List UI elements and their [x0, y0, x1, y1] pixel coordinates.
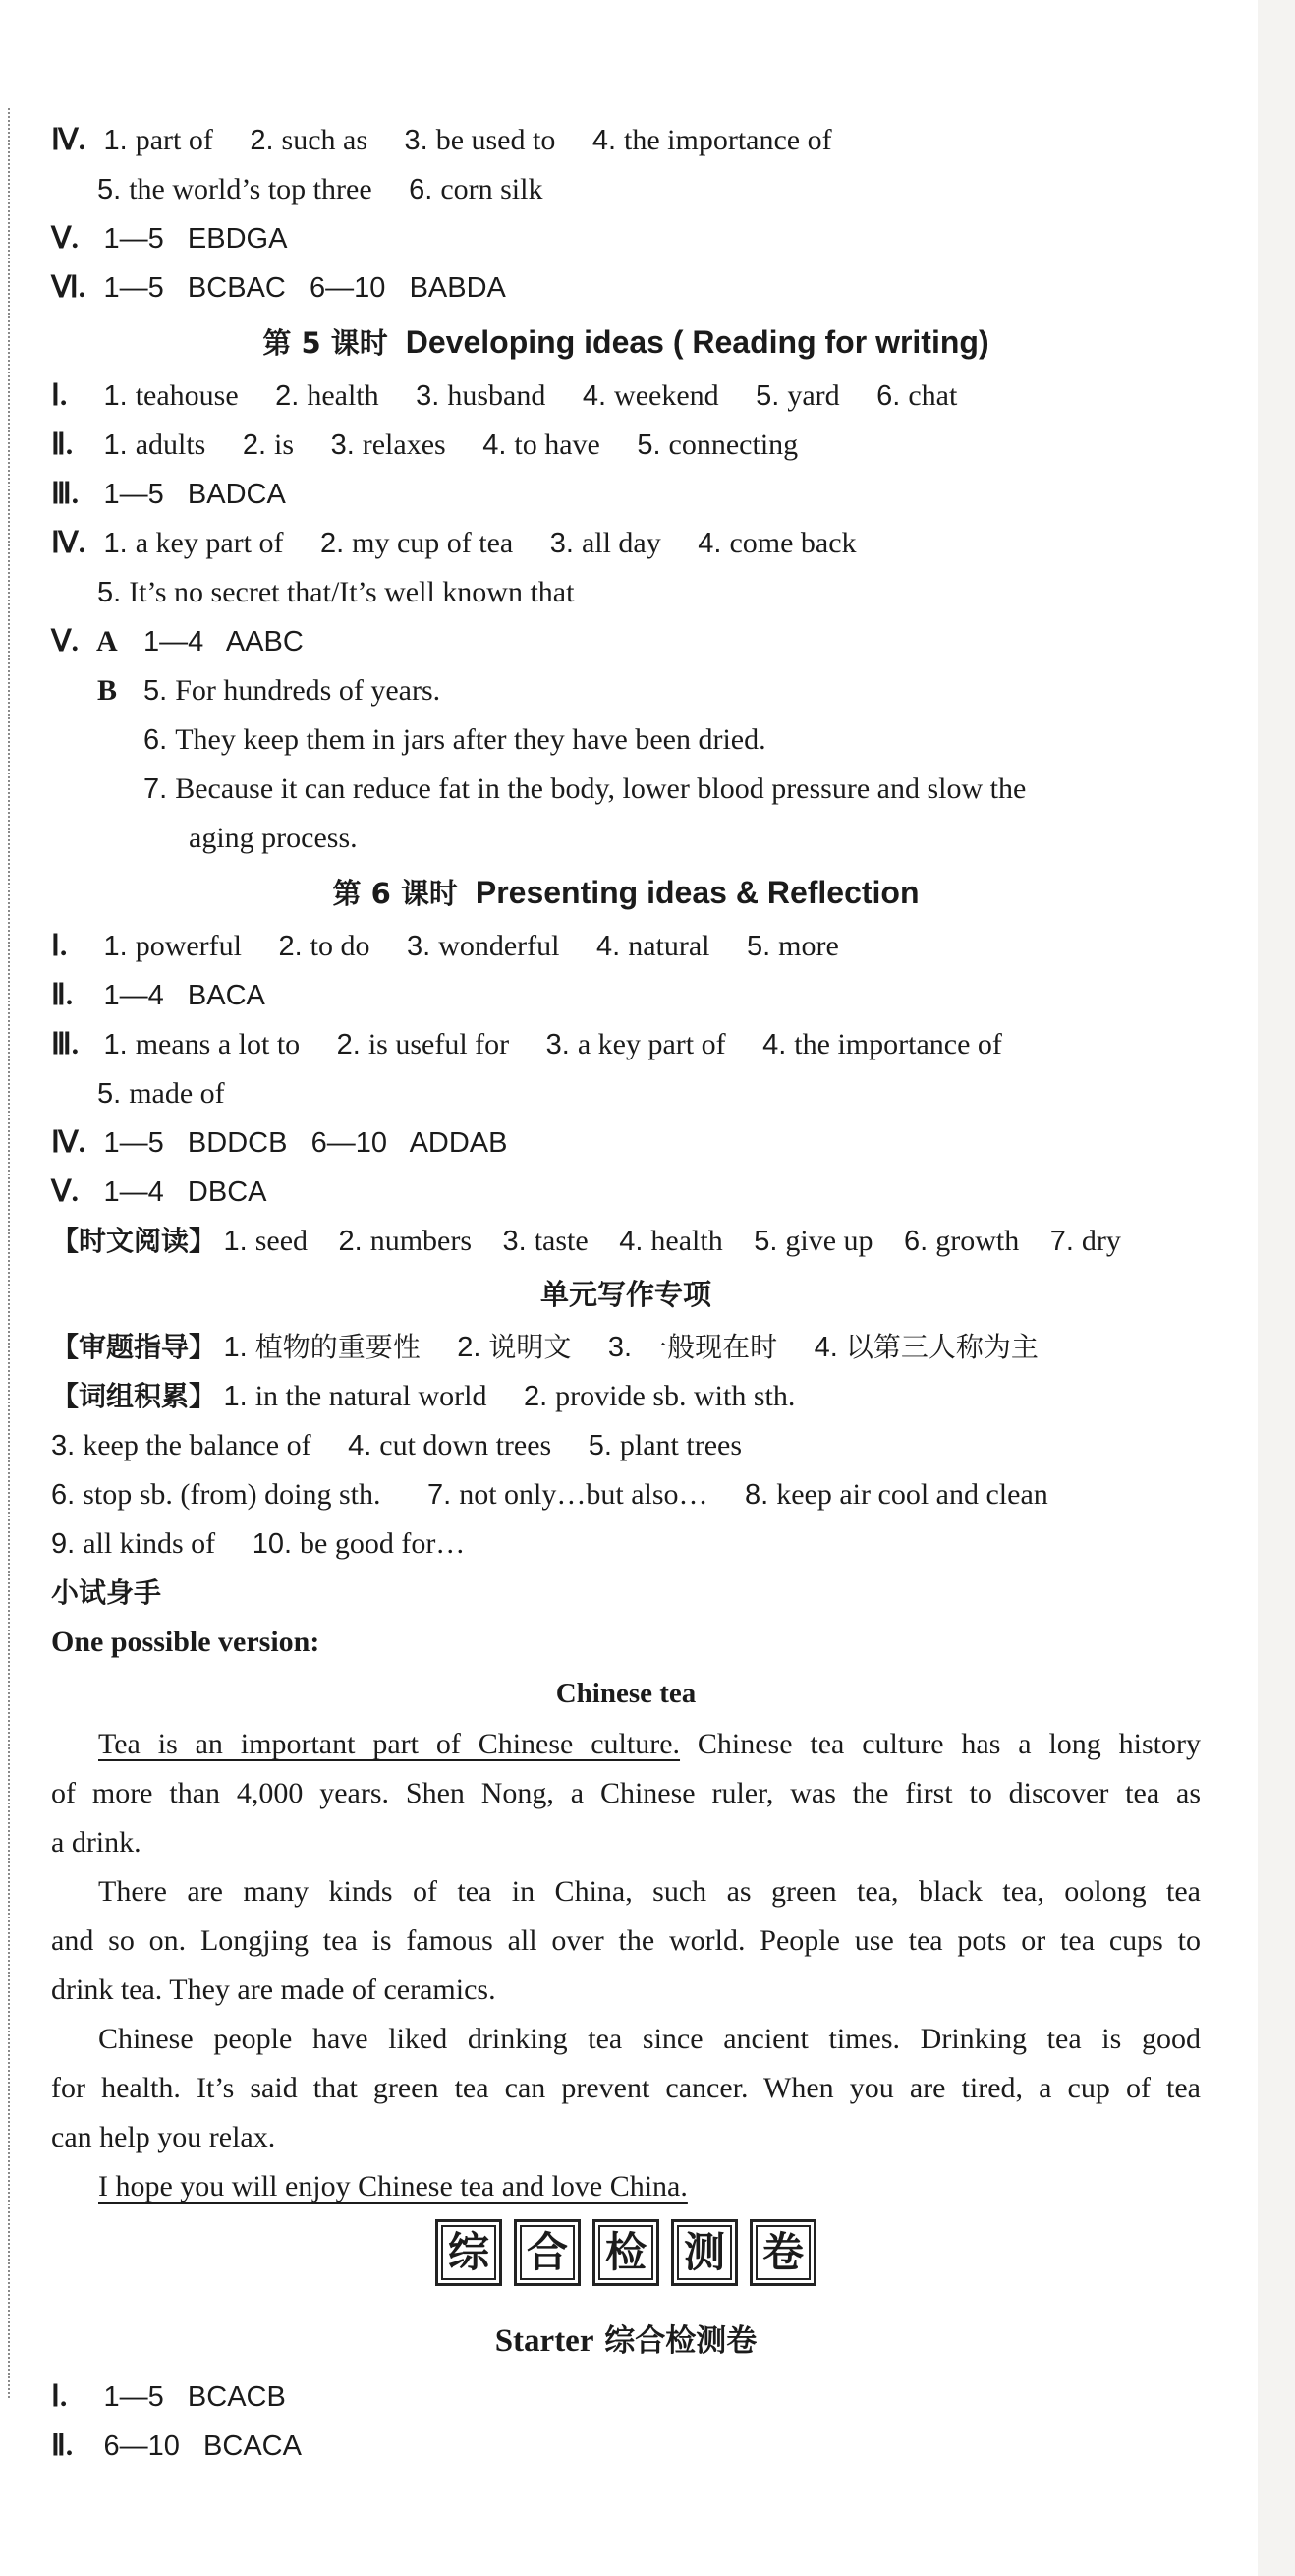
- answer-item: 1. a key part of: [103, 527, 284, 559]
- answer-item: 2. my cup of tea: [319, 527, 514, 559]
- roman-label: Ⅱ.: [51, 2430, 74, 2462]
- exam-i-line: [51, 2373, 1201, 2422]
- answer-text: For hundreds of years.: [175, 674, 441, 707]
- banner-char: 卷: [750, 2219, 816, 2286]
- lesson6-heading: [51, 863, 1201, 922]
- essay-title: Chinese tea: [555, 1678, 697, 1709]
- l5-i-line: [51, 372, 1201, 421]
- part-b-label: B: [97, 674, 118, 707]
- l5-iv-line1: [51, 519, 1201, 568]
- essay-p1-l2: of more than 4,000 years. Shen Nong, a Chinese ruler, was the first to discover tea as: [51, 1777, 1201, 1809]
- roman-label: Ⅴ.: [51, 1175, 80, 1208]
- try-label: 小试身手: [51, 1576, 162, 1609]
- answer-item: 3. wonderful: [407, 930, 560, 962]
- s4-v-line: [51, 214, 1201, 263]
- answer-text: Because it can reduce fat in the body, lower blood pressure and slow the: [175, 773, 1027, 805]
- s4-iv-line2: [51, 165, 1201, 214]
- writing-phrases-line1: [51, 1372, 1201, 1421]
- answer-item: 1. seed: [223, 1225, 309, 1257]
- l6-iii-line2: [51, 1069, 1201, 1118]
- roman-label: Ⅴ.: [51, 625, 80, 658]
- writing-phrases-line3: [51, 1470, 1201, 1519]
- l5-iii-line: [51, 470, 1201, 519]
- answer-item: 6. corn silk: [409, 173, 543, 205]
- try-label-line: [51, 1569, 1201, 1618]
- answer-item: 7. dry: [1049, 1225, 1121, 1257]
- phrase-label: 【词组积累】: [51, 1380, 217, 1412]
- lesson5-heading: [51, 313, 1201, 372]
- guide-item: 3. 一般现在时: [607, 1331, 778, 1363]
- starter-title-cn: 综合检测卷: [593, 2323, 758, 2359]
- phrase-item: 5. plant trees: [588, 1429, 743, 1461]
- answer-item: 6. chat: [876, 379, 958, 412]
- answer-item: 5. give up: [754, 1225, 873, 1257]
- essay-underlined-sentence: Tea is an important part of Chinese culture.: [98, 1728, 681, 1760]
- roman-label: Ⅳ.: [51, 527, 86, 559]
- answer-item: 4. the importance of: [762, 1028, 1002, 1060]
- answer-sequence: 6—10 BCACA: [103, 2431, 302, 2462]
- roman-label: Ⅲ.: [51, 1028, 80, 1060]
- answer-sequence: 1—5 BADCA: [103, 479, 286, 510]
- answer-sequence: 1—5 BCACB: [103, 2381, 286, 2413]
- answer-sequence: 1—4 BACA: [103, 980, 265, 1011]
- answer-item: 3. taste: [502, 1225, 589, 1257]
- roman-label: Ⅵ.: [51, 271, 86, 304]
- l5-v-a-line: [51, 617, 1201, 666]
- banner-char: 合: [514, 2219, 581, 2286]
- exam-ii-line: [51, 2422, 1201, 2471]
- l6-iii-line1: [51, 1020, 1201, 1069]
- writing-guide-line: [51, 1323, 1201, 1372]
- roman-label: Ⅱ.: [51, 429, 74, 461]
- answer-sequence: 1—5 BDDCB 6—10 ADDAB: [103, 1127, 508, 1159]
- l6-iv-line: [51, 1118, 1201, 1168]
- l6-reading-line: [51, 1217, 1201, 1266]
- roman-label: Ⅰ.: [51, 2380, 68, 2413]
- l5-v-b-line2: 6. They keep them in jars after they have been dried.: [143, 723, 766, 756]
- answer-content: [51, 116, 1201, 2471]
- binding-dotted-line: [8, 108, 10, 2398]
- l5-iv-line2: [51, 568, 1201, 617]
- answer-item: 3. be used to: [404, 124, 556, 156]
- answer-item: 4. the importance of: [591, 124, 832, 156]
- answer-sequence: 1—5 EBDGA: [103, 223, 288, 255]
- answer-item: 4. natural: [596, 930, 710, 962]
- essay-p2-l3: drink tea. They are made of ceramics.: [51, 1974, 496, 2006]
- essay-p1-l3: a drink.: [51, 1826, 141, 1859]
- guide-item: 2. 说明文: [457, 1331, 572, 1363]
- guide-label: 【审题指导】: [51, 1331, 217, 1363]
- phrase-item: 9. all kinds of: [51, 1527, 216, 1560]
- phrase-item: 10. be good for…: [252, 1527, 466, 1560]
- phrase-item: 6. stop sb. (from) doing sth.: [51, 1478, 381, 1511]
- phrase-item: 8. keep air cool and clean: [745, 1478, 1048, 1511]
- roman-label: Ⅴ.: [51, 222, 80, 255]
- answer-item: 6. growth: [904, 1225, 1020, 1257]
- l5-v-b-line3: 7. Because it can reduce fat in the body, lower blood pressure and slow the: [143, 773, 1027, 805]
- answer-item: 1. powerful: [103, 930, 242, 962]
- reading-label: 【时文阅读】: [51, 1225, 217, 1257]
- answer-item: 1. teahouse: [103, 379, 239, 412]
- l6-v-line: [51, 1168, 1201, 1217]
- lesson6-title: Presenting ideas & Reflection: [475, 875, 920, 910]
- l6-ii-line: [51, 971, 1201, 1020]
- lesson6-number: 第 6 课时: [332, 877, 458, 910]
- roman-label: Ⅱ.: [51, 979, 74, 1011]
- essay-p2-l1: There are many kinds of tea in China, such as green tea, black tea, oolong tea: [98, 1875, 1201, 1908]
- l5-v-b-line3-cont: [51, 814, 1201, 863]
- answer-item: 5. It’s no secret that/It’s well known that: [97, 576, 575, 608]
- essay-p2-l2: and so on. Longjing tea is famous all over the world. People use tea pots or tea cups to: [51, 1924, 1201, 1957]
- starter-test-title: [51, 2310, 1201, 2373]
- banner-char: 测: [671, 2219, 738, 2286]
- banner-char: 综: [435, 2219, 502, 2286]
- answer-item: 5. yard: [756, 379, 840, 412]
- roman-label: Ⅳ.: [51, 124, 86, 156]
- writing-phrases-line2: [51, 1421, 1201, 1470]
- answer-sequence: 1—5 BCBAC 6—10 BABDA: [103, 272, 506, 304]
- starter-title-en: Starter: [494, 2323, 594, 2359]
- answer-item: 2. to do: [278, 930, 370, 962]
- guide-item: 1. 植物的重要性: [223, 1331, 421, 1363]
- answer-item: 1. adults: [103, 429, 206, 461]
- answer-text: They keep them in jars after they have been dried.: [175, 723, 766, 756]
- s4-vi-line: [51, 263, 1201, 313]
- phrase-item: 2. provide sb. with sth.: [523, 1380, 796, 1412]
- answer-item: 5. connecting: [637, 429, 799, 461]
- l5-v-b-line1: B 5. For hundreds of years.: [51, 666, 1201, 716]
- roman-label: Ⅰ.: [51, 930, 68, 962]
- essay-p3-l2: for health. It’s said that green tea can prevent cancer. When you are tired, a cup of tea: [51, 2072, 1201, 2104]
- answer-text: aging process.: [189, 822, 358, 854]
- answer-item: 3. a key part of: [545, 1028, 726, 1060]
- s4-iv-line1: [51, 116, 1201, 165]
- roman-label: Ⅰ.: [51, 379, 68, 412]
- phrase-item: 1. in the natural world: [223, 1380, 487, 1412]
- answer-item: 4. health: [619, 1225, 723, 1257]
- answer-item: 3. husband: [416, 379, 546, 412]
- essay-p3-l3: can help you relax.: [51, 2121, 276, 2153]
- roman-label: Ⅲ.: [51, 478, 80, 510]
- answer-item: 2. numbers: [338, 1225, 473, 1257]
- answer-item: 2. health: [275, 379, 379, 412]
- answer-sequence: 1—4 AABC: [143, 626, 304, 658]
- answer-item: 2. is: [242, 429, 295, 461]
- essay-p4-l1: [51, 2162, 1201, 2211]
- phrase-item: 4. cut down trees: [348, 1429, 552, 1461]
- answer-item: 5. made of: [97, 1077, 225, 1110]
- lesson5-number: 第 5 课时: [262, 326, 388, 360]
- answer-item: 2. is useful for: [336, 1028, 510, 1060]
- phrase-item: 7. not only…but also…: [427, 1478, 708, 1511]
- answer-item: 1. part of: [103, 124, 213, 156]
- answer-item: 5. the world’s top three: [97, 173, 372, 205]
- l6-i-line: [51, 922, 1201, 971]
- lesson5-title: Developing ideas ( Reading for writing): [405, 324, 989, 360]
- essay-p3-l1: Chinese people have liked drinking tea since ancient times. Drinking tea is good: [98, 2023, 1201, 2055]
- answer-item: 1. means a lot to: [103, 1028, 301, 1060]
- essay-p1-l1: [51, 1720, 1201, 1769]
- writing-phrases-line4: [51, 1519, 1201, 1569]
- answer-sequence: 1—4 DBCA: [103, 1176, 267, 1208]
- banner-char: 检: [592, 2219, 659, 2286]
- essay-text: Chinese tea culture has a long history: [680, 1728, 1201, 1760]
- comprehensive-test-banner: [51, 2211, 1201, 2310]
- part-a-label: A: [96, 625, 118, 658]
- answer-item: 5. more: [746, 930, 839, 962]
- answer-item: 4. come back: [698, 527, 857, 559]
- guide-item: 4. 以第三人称为主: [814, 1331, 1039, 1363]
- phrase-item: 3. keep the balance of: [51, 1429, 311, 1461]
- l5-ii-line: [51, 421, 1201, 470]
- answer-item: 4. weekend: [582, 379, 719, 412]
- answer-item: 3. relaxes: [330, 429, 446, 461]
- version-label: One possible version:: [51, 1626, 320, 1658]
- answer-item: 4. to have: [482, 429, 600, 461]
- answer-item: 3. all day: [549, 527, 661, 559]
- roman-label: Ⅳ.: [51, 1126, 86, 1159]
- answer-item: 2. such as: [250, 124, 367, 156]
- version-label-line: [51, 1618, 1201, 1667]
- essay-underlined-sentence: I hope you will enjoy Chinese tea and love China.: [98, 2170, 688, 2203]
- writing-heading: 单元写作专项: [539, 1278, 711, 1311]
